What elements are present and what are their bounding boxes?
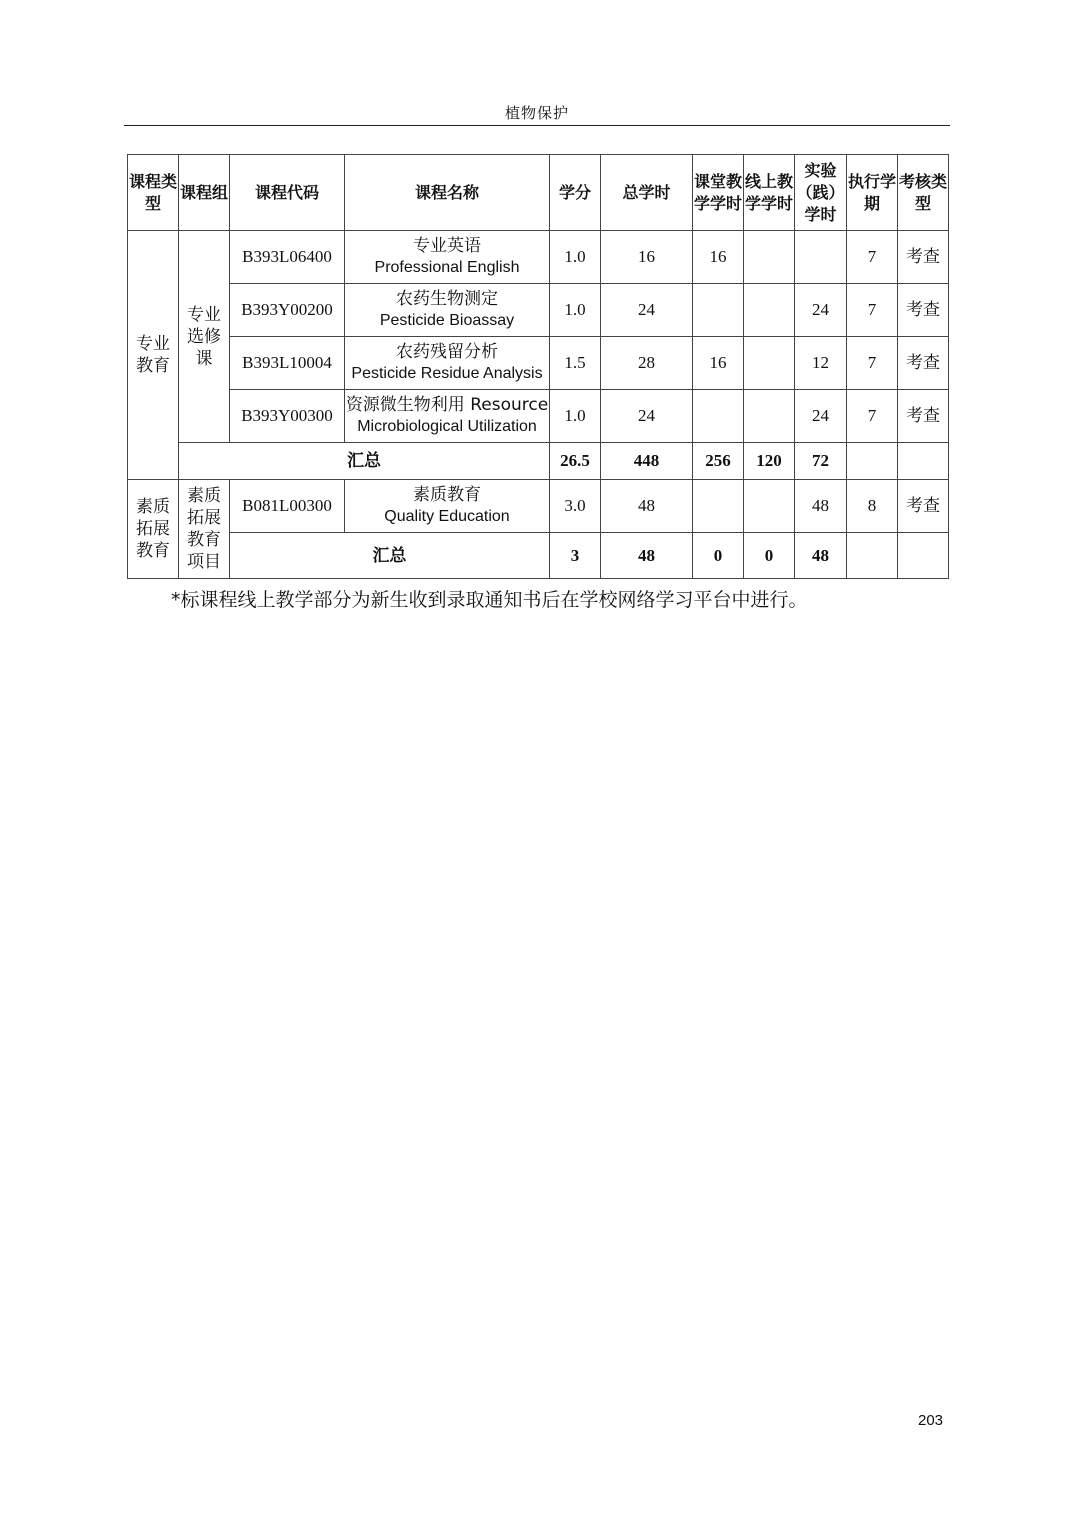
class-hours-cell <box>693 390 744 443</box>
course-code: B393Y00300 <box>230 390 345 443</box>
lab-hours-cell: 24 <box>795 284 847 337</box>
lab-hours-cell <box>795 231 847 284</box>
table-row <box>128 480 949 533</box>
course-name <box>345 480 550 533</box>
lab-hours-cell: 24 <box>795 390 847 443</box>
total-hours-cell: 48 <box>601 480 693 533</box>
summary-lab-hours: 72 <box>795 443 847 480</box>
table-row <box>128 231 949 284</box>
total-hours-cell: 24 <box>601 284 693 337</box>
online-hours-cell <box>744 231 795 284</box>
course-name-cn: 专业英语 <box>413 236 481 256</box>
summary-total-hours: 448 <box>601 443 693 480</box>
credit-cell: 1.0 <box>550 284 601 337</box>
course-name-en: Professional English <box>374 259 520 276</box>
header-name: 课程名称 <box>345 155 550 231</box>
header-total-hours: 总学时 <box>601 155 693 231</box>
credit-cell: 1.0 <box>550 390 601 443</box>
semester-cell: 8 <box>847 480 898 533</box>
summary-empty-cell <box>898 533 949 579</box>
header-rule <box>124 125 950 126</box>
header-code: 课程代码 <box>230 155 345 231</box>
credit-cell: 1.5 <box>550 337 601 390</box>
online-hours-cell <box>744 284 795 337</box>
header-type: 课程类型 <box>128 155 179 231</box>
page-number: 203 <box>918 1412 944 1429</box>
assessment-cell: 考查 <box>898 337 949 390</box>
course-name-cn: 农药残留分析 <box>396 342 498 362</box>
online-hours-cell <box>744 390 795 443</box>
summary-online-hours: 0 <box>744 533 795 579</box>
course-name-cn: 素质教育 <box>413 485 481 505</box>
course-type-cell: 素质拓展教育 <box>128 480 179 579</box>
course-name-en: Pesticide Residue Analysis <box>351 365 543 382</box>
header-semester: 执行学期 <box>847 155 898 231</box>
course-name <box>345 337 550 390</box>
course-name-en: Pesticide Bioassay <box>379 312 515 329</box>
course-code: B081L00300 <box>230 480 345 533</box>
table-row <box>128 337 949 390</box>
semester-cell: 7 <box>847 231 898 284</box>
summary-label: 汇总 <box>230 533 550 579</box>
course-name <box>345 390 550 443</box>
header-group: 课程组 <box>179 155 230 231</box>
semester-cell: 7 <box>847 337 898 390</box>
summary-empty-cell <box>847 533 898 579</box>
class-hours-cell <box>693 480 744 533</box>
summary-empty-cell <box>847 443 898 480</box>
summary-class-hours: 256 <box>693 443 744 480</box>
course-name <box>345 231 550 284</box>
lab-hours-cell: 12 <box>795 337 847 390</box>
assessment-cell: 考查 <box>898 284 949 337</box>
curriculum-table <box>127 154 949 579</box>
course-code: B393L06400 <box>230 231 345 284</box>
total-hours-cell: 28 <box>601 337 693 390</box>
course-name <box>345 284 550 337</box>
summary-total-hours: 48 <box>601 533 693 579</box>
total-hours-cell: 16 <box>601 231 693 284</box>
summary-credit: 3 <box>550 533 601 579</box>
course-name-en: Microbiological Utilization <box>357 418 537 435</box>
assessment-cell: 考查 <box>898 390 949 443</box>
course-code: B393L10004 <box>230 337 345 390</box>
course-type-cell: 专业教育 <box>128 231 179 480</box>
semester-cell: 7 <box>847 284 898 337</box>
table-row <box>128 284 949 337</box>
summary-empty-cell <box>898 443 949 480</box>
total-hours-cell: 24 <box>601 390 693 443</box>
class-hours-cell: 16 <box>693 231 744 284</box>
lab-hours-cell: 48 <box>795 480 847 533</box>
class-hours-cell: 16 <box>693 337 744 390</box>
credit-cell: 3.0 <box>550 480 601 533</box>
table-row <box>128 390 949 443</box>
summary-row <box>128 443 949 480</box>
course-name-en: Quality Education <box>384 508 510 525</box>
header-lab-hours: 实验（践）学时 <box>795 155 847 231</box>
course-group-cell: 专业选修课 <box>179 231 230 443</box>
summary-online-hours: 120 <box>744 443 795 480</box>
table-header-row <box>128 155 949 231</box>
running-header: 植物保护 <box>504 104 569 122</box>
header-credit: 学分 <box>550 155 601 231</box>
header-assessment: 考核类型 <box>898 155 949 231</box>
online-hours-cell <box>744 480 795 533</box>
online-hours-cell <box>744 337 795 390</box>
course-code: B393Y00200 <box>230 284 345 337</box>
class-hours-cell <box>693 284 744 337</box>
footnote: *标课程线上教学部分为新生收到录取通知书后在学校网络学习平台中进行。 <box>171 589 808 611</box>
header-online-hours: 线上教学学时 <box>744 155 795 231</box>
credit-cell: 1.0 <box>550 231 601 284</box>
assessment-cell: 考查 <box>898 480 949 533</box>
summary-label: 汇总 <box>179 443 550 480</box>
summary-class-hours: 0 <box>693 533 744 579</box>
header-class-hours: 课堂教学学时 <box>693 155 744 231</box>
summary-row <box>128 533 949 579</box>
course-group-cell: 素质拓展教育项目 <box>179 480 230 579</box>
semester-cell: 7 <box>847 390 898 443</box>
assessment-cell: 考查 <box>898 231 949 284</box>
summary-lab-hours: 48 <box>795 533 847 579</box>
course-name-cn: 资源微生物利用 Resource <box>345 395 549 415</box>
course-name-cn: 农药生物测定 <box>396 289 498 309</box>
summary-credit: 26.5 <box>550 443 601 480</box>
